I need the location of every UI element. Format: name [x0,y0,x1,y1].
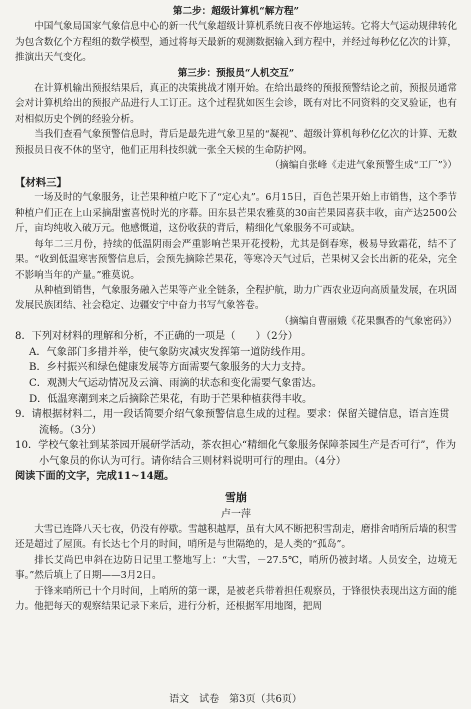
step3-paragraph-1: 在计算机输出预报结果后，真正的决策挑战才刚开始。在给出最终的预报预警结论之前，预报员通常会对计算机给出的预报产品进行人工订正。这个过程犹如医生会诊，既有对比不同资料的交叉验证，也有对相似历史个例的经验分析。 [15,83,457,125]
reading-intro: 阅读下面的文字，完成11~14题。 [15,470,175,483]
step2-heading: 第二步：超级计算机“解方程” [172,6,300,17]
story-paragraph-3: 于锋来哨所已十个月时间，上哨所的第一课，是被老兵带着担任观察员，于锋很快表现出这方面的能力。他把每天的观察结果记录下来后，进行分析，还根据军用地图，把周 [15,585,457,613]
material3-source: （摘编自曹丽娥《花果飘香的气象密码》） [279,315,457,327]
story-author: 卢一萍 [221,509,251,521]
step3-heading: 第三步：预报员“人机交互” [177,67,295,79]
material3-paragraph-2: 每年二三月份，持续的低温阴雨会严重影响芒果开花授粉，尤其是倒春寒，极易导致霜花，结不了果。“收到低温寒害预警信息后，会预先摘除芒果花，等寒冷天气过后，芒果树又会长出新的花朵，完全不影响当年的产量。”雅莫说。 [15,238,457,281]
story-paragraph-1: 大雪已连降八天七夜，仍没有停歇。雪越积越厚，虽有大风不断把积雪刮走，磨排舍哨所后墙的积雪还是超过了屋顶。有长达七个月的时间，哨所是与世隔绝的，是人类的“孤岛”。 [15,524,457,551]
question-10: 10．学校气象社到某茶园开展研学活动，茶农担心“精细化气象服务保障茶园生产是否可行”，作为小气象员的你认为可行。请你结合三则材料说明可行的理由。（4分） [15,440,457,467]
story-title: 雪崩 [225,491,247,505]
page-footer: 语文 试卷 第3页（共6页） [169,694,302,705]
question-8: 8．下列对材料的理解和分析，不正确的一项是（ ）（2分） [15,331,298,343]
question-8-option-b: B．乡村振兴和绿色健康发展等方面需要气象服务的大力支持。 [29,362,312,374]
story-paragraph-2: 排长艾尚巴申斜在边防日记里工整地写上：“大雪，－27.5℃，哨所仍被封堵。人员安全，边境无事。”然后填上了日期——3月2日。 [15,554,457,582]
step2-paragraph: 中国气象局国家气象信息中心的新一代气象超级计算机系统日夜不停地运转。它将大气运动规律转化为包含数亿个方程组的数学模型，通过将每天最新的观测数据输入到方程中，并经过每秒亿亿次的计算，推演出天气变化。 [15,21,457,64]
question-8-option-c: C．观测大气运动情况及云滴、雨滴的状态和变化需要气象雷达。 [29,377,323,389]
material3-label: 【材料三】 [15,177,67,190]
step3-source: （摘编自张峰《走进气象预警生成“工厂”》） [269,160,457,172]
question-8-option-a: A．气象部门多措并举，使气象防灾减灾发挥第一道防线作用。 [29,346,312,358]
material3-paragraph-1: 一场及时的气象服务，让芒果种植户吃下了“定心丸”。6月15日，百色芒果开始上市销售，这个季节种植户们正在上山采摘甜蜜喜悦时光的序幕。田东县芒果农雅莫的30亩芒果园喜获丰收，亩产达2500公斤，亩均纯收入破万元。他感慨道，这份收获的背后，精细化气象服务不可或缺。 [15,192,457,235]
question-9: 9．请根据材料二，用一段话简要介绍气象预警信息生成的过程。要求：保留关键信息，语言连贯流畅。（3分） [15,409,450,436]
material3-paragraph-3: 从种植到销售，气象服务融入芒果等产业全链条，全程护航，助力广西农业迈向高质量发展，在巩固发展民族团结、社会稳定、边疆安宁中奋力书写气象答卷。 [15,284,457,312]
question-8-option-d: D．低温寒潮到来之后摘除芒果花，有助于芒果种植获得丰收。 [29,393,313,405]
step3-paragraph-2: 当我们查看气象预警信息时，背后是最先进气象卫星的“凝视”、超级计算机每秒亿亿次的计算、无数预报员日夜不休的坚守，他们正用科技织就一张全天候的生命防护网。 [15,129,457,156]
